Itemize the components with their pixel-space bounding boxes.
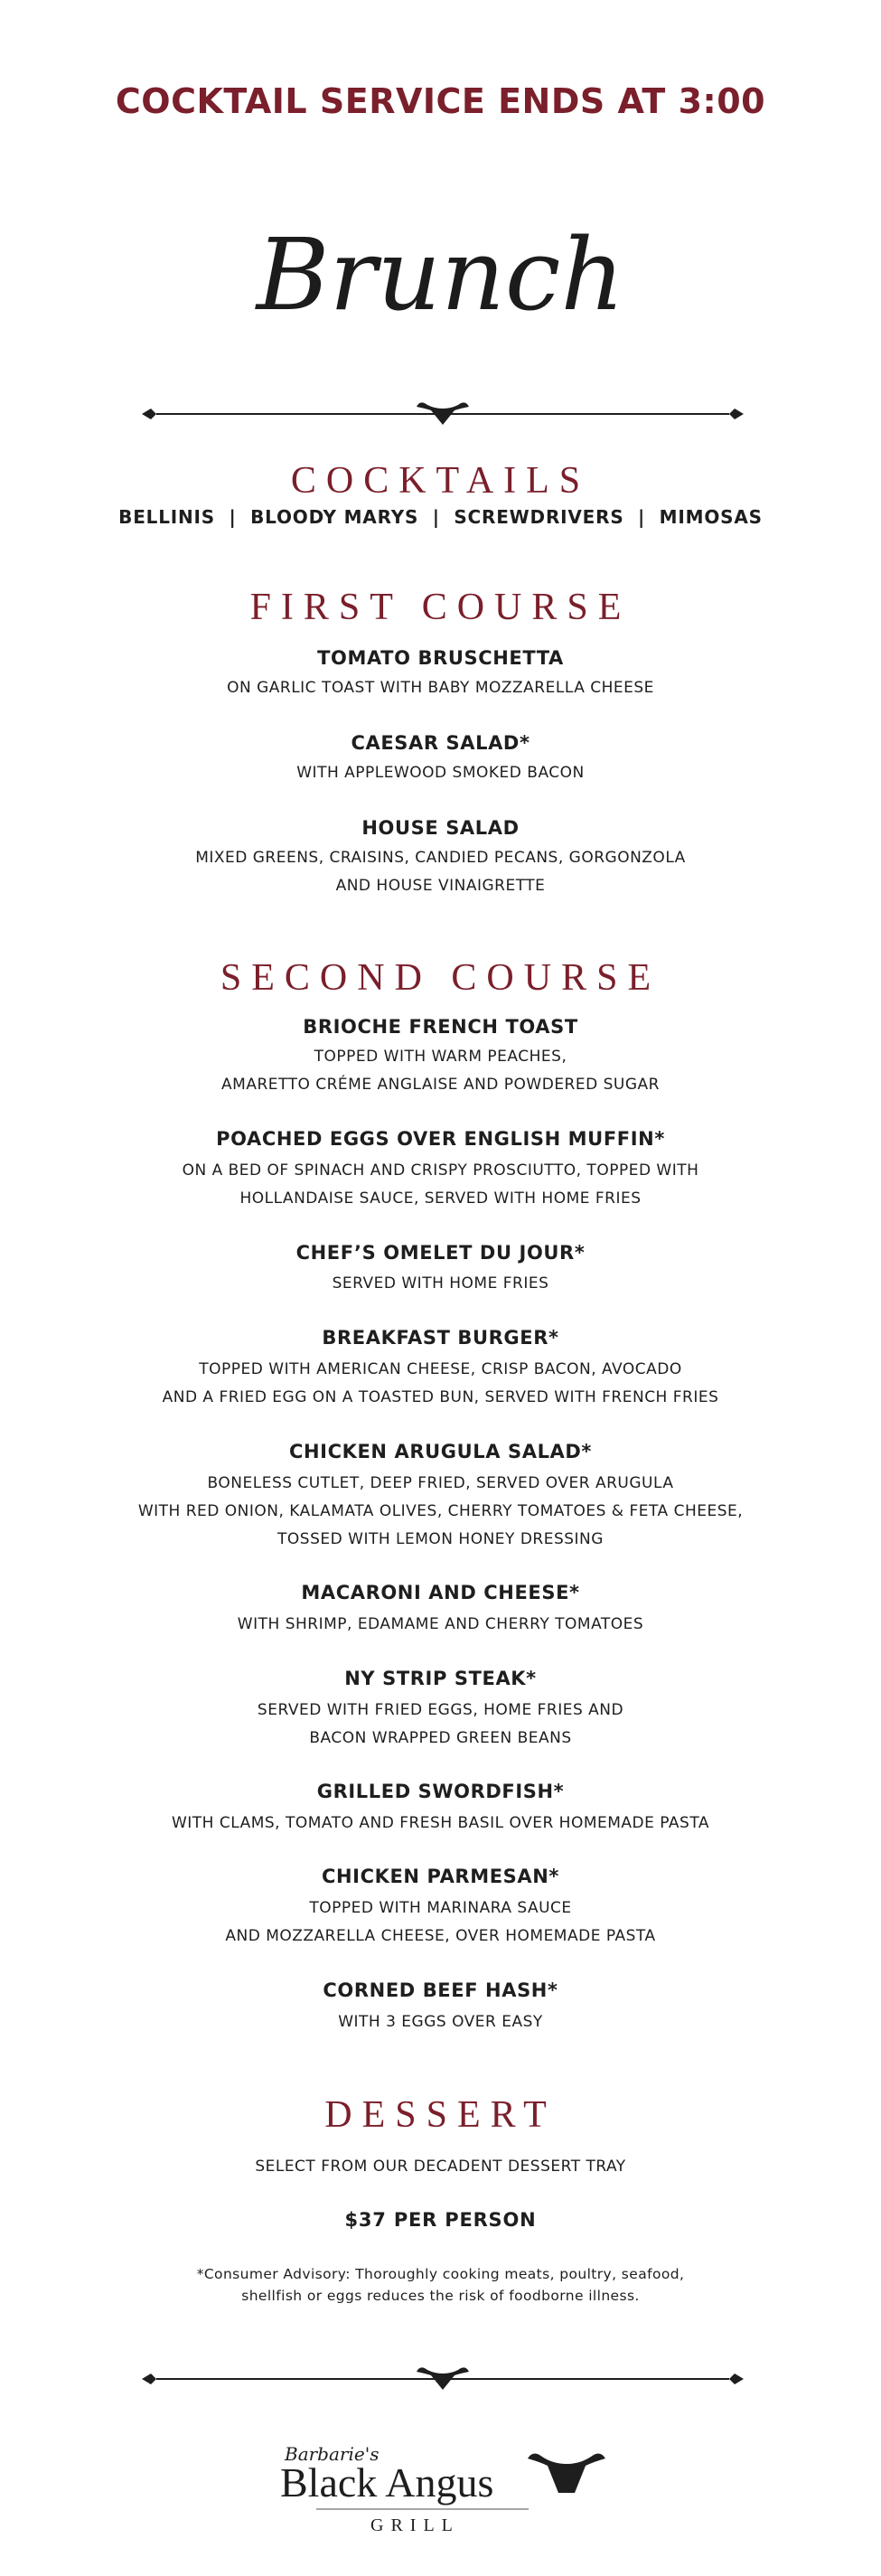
menu-item-desc: ON A BED OF SPINACH AND CRISPY PROSCIUTTO, TOPPED WITH	[182, 1161, 699, 1180]
menu-item-desc: AND A FRIED EGG ON A TOASTED BUN, SERVED WITH FRENCH FRIES	[162, 1388, 719, 1406]
menu-item-name: CORNED BEEF HASH*	[323, 1979, 558, 2001]
menu-item-desc: TOPPED WITH WARM PEACHES,	[314, 1048, 567, 1066]
menu-item-desc: WITH APPLEWOOD SMOKED BACON	[296, 764, 585, 782]
dessert-desc: SELECT FROM OUR DECADENT DESSERT TRAY	[255, 2158, 626, 2176]
menu-item-name: TOMATO BRUSCHETTA	[317, 647, 564, 669]
ornament-divider-bottom	[140, 2361, 745, 2397]
menu-item-desc: WITH CLAMS, TOMATO AND FRESH BASIL OVER HOMEMADE PASTA	[171, 1814, 710, 1832]
menu-item-desc: WITH SHRIMP, EDAMAME AND CHERRY TOMATOES	[237, 1615, 644, 1633]
menu-item-name: CAESAR SALAD*	[351, 732, 530, 754]
menu-item-name: POACHED EGGS OVER ENGLISH MUFFIN*	[216, 1128, 665, 1150]
menu-item-desc: SERVED WITH HOME FRIES	[332, 1274, 549, 1293]
menu-item-desc: AMARETTO CRÉME ANGLAISE AND POWDERED SUGAR	[221, 1076, 660, 1094]
logo-name: Black Angus	[280, 2459, 494, 2505]
brunch-title: Brunch	[256, 217, 625, 333]
menu-item-name: CHEF’S OMELET DU JOUR*	[295, 1242, 586, 1264]
menu-item-name: CHICKEN PARMESAN*	[322, 1866, 559, 1887]
menu-item-name: HOUSE SALAD	[361, 817, 520, 839]
menu-item-desc: BACON WRAPPED GREEN BEANS	[309, 1729, 572, 1747]
menu-item-name: NY STRIP STEAK*	[344, 1668, 537, 1689]
ornament-divider-top	[140, 396, 745, 432]
logo-script: Barbarie's	[285, 2443, 380, 2465]
menu-item-desc: TOPPED WITH MARINARA SAUCE	[309, 1899, 572, 1917]
menu-item-name: GRILLED SWORDFISH*	[316, 1781, 565, 1802]
menu-item-desc: AND MOZZARELLA CHEESE, OVER HOMEMADE PASTA	[225, 1927, 656, 1945]
menu-item-name: BRIOCHE FRENCH TOAST	[303, 1016, 578, 1038]
price: $37 PER PERSON	[344, 2209, 537, 2231]
menu-item-desc: BONELESS CUTLET, DEEP FRIED, SERVED OVER ARUGULA	[207, 1474, 674, 1492]
menu-item-desc: ON GARLIC TOAST WITH BABY MOZZARELLA CHEESE	[227, 679, 654, 697]
dessert-heading: DESSERT	[324, 2094, 557, 2136]
menu-item-name: MACARONI AND CHEESE*	[301, 1582, 580, 1603]
service-notice: COCKTAIL SERVICE ENDS AT 3:00	[115, 81, 766, 121]
menu-item-desc: WITH 3 EGGS OVER EASY	[338, 2013, 543, 2031]
bull-head-icon	[528, 2453, 605, 2493]
consumer-advisory: shellfish or eggs reduces the risk of foodborne illness.	[241, 2288, 640, 2304]
menu-item-name: CHICKEN ARUGULA SALAD*	[288, 1441, 593, 1462]
menu-item-desc: TOPPED WITH AMERICAN CHEESE, CRISP BACON, AVOCADO	[199, 1360, 682, 1378]
first-course-heading: FIRST COURSE	[249, 587, 632, 628]
cocktails-list: BELLINIS | BLOODY MARYS | SCREWDRIVERS | MIMOSAS	[118, 506, 763, 528]
menu-item-desc: SERVED WITH FRIED EGGS, HOME FRIES AND	[257, 1701, 624, 1719]
menu-item-desc: WITH RED ONION, KALAMATA OLIVES, CHERRY TOMATOES & FETA CHEESE,	[137, 1502, 744, 1520]
second-course-heading: SECOND COURSE	[220, 957, 661, 999]
menu-item-desc: HOLLANDAISE SAUCE, SERVED WITH HOME FRIES	[239, 1189, 642, 1208]
black-angus-logo	[271, 2440, 633, 2540]
menu-item-desc: AND HOUSE VINAIGRETTE	[335, 877, 546, 895]
cocktails-heading: COCKTAILS	[290, 460, 591, 502]
menu-item-desc: TOSSED WITH LEMON HONEY DRESSING	[277, 1530, 604, 1548]
consumer-advisory: *Consumer Advisory: Thoroughly cooking meats, poultry, seafood,	[196, 2266, 685, 2282]
menu-item-desc: MIXED GREENS, CRAISINS, CANDIED PECANS, GORGONZOLA	[195, 849, 686, 867]
menu-item-name: BREAKFAST BURGER*	[322, 1327, 559, 1349]
logo-sub: GRILL	[370, 2515, 460, 2535]
